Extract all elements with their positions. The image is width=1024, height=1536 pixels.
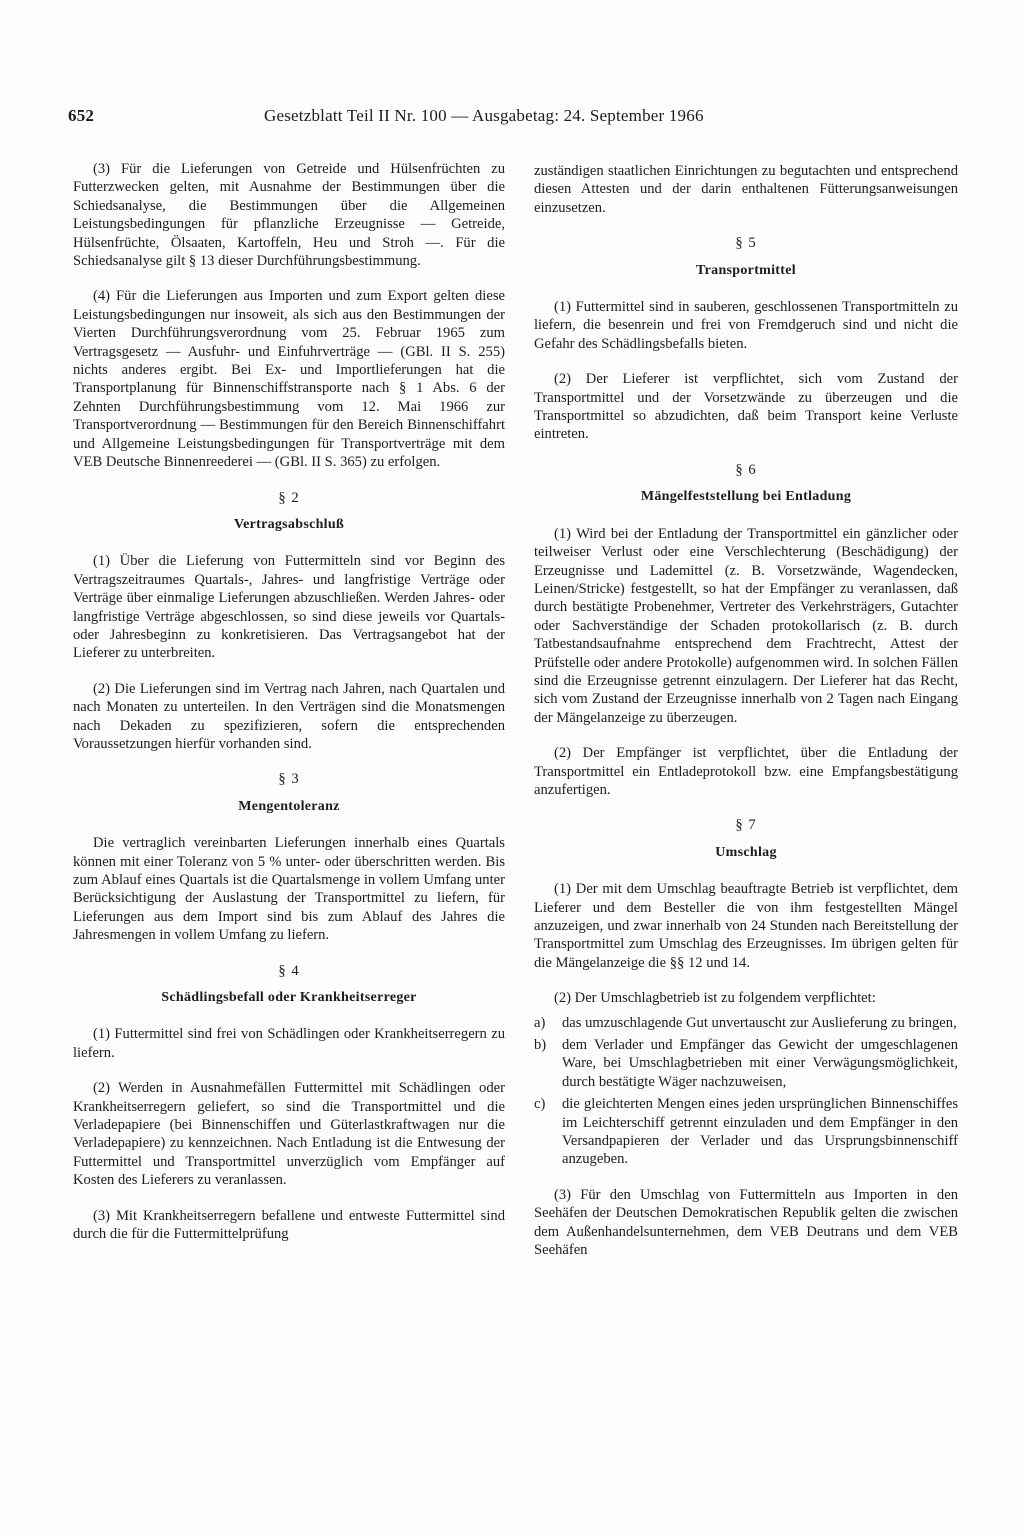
paragraph: (1) Futtermittel sind frei von Schädlingen oder Krankheitserregern zu liefern. xyxy=(73,1026,505,1061)
paragraph: (2) Der Empfänger ist verpflichtet, über die Entladung der Transportmittel ein Entladeprotokoll bzw. eine Empfangsbestätigung anzufertigen. xyxy=(534,745,958,798)
paragraph: (1) Über die Lieferung von Futtermitteln sind vor Beginn des Vertragszeitraumes Quartals-, Jahres- und langfristige Verträge oder Verträge über einmalige Lieferungen abzuschließen. Werden Jahres- oder langfristige Verträge abgeschlossen, so sind diese jeweils vor Quartals- oder Jahresbeginn zu konkretisieren. Das Vertragsangebot hat der Lieferer zu unterbreiten. xyxy=(73,553,505,662)
paragraph: (2) Werden in Ausnahmefällen Futtermittel mit Schädlingen oder Krankheitserregern geliefert, so sind die Transportmittel und die Verladepapiere (bei Binnenschiffen und Güterlastkraftwagen nur die Verladepapiere) zu kennzeichnen. Nach Entladung ist die Entwesung der Futtermittel und Transportmittel unverzüglich vom Empfänger auf Kosten des Lieferers zu veranlassen. xyxy=(73,1080,505,1189)
running-title: Gesetzblatt Teil II Nr. 100 — Ausgabetag: 24. September 1966 xyxy=(264,106,704,125)
section-title: Schädlingsbefall oder Krankheitserreger xyxy=(161,990,417,1006)
paragraph: Die vertraglich vereinbarten Lieferungen innerhalb eines Quartals können mit einer Toleranz von 5 % unter- oder überschritten werden. Bis zum Ablauf eines Quartals ist die Quartalsmenge in vollem Umfang unter Berücksichtigung der Auslastung der Transportmittel zu liefern, für Lieferungen aus dem Import sind bis zum Ablauf des Jahres die Jahresmengen in vollem Umfang zu liefern. xyxy=(73,835,505,944)
section-title: Mengentoleranz xyxy=(238,798,340,814)
page-number: 652 xyxy=(68,106,95,125)
paragraph: (1) Der mit dem Umschlag beauftragte Betrieb ist verpflichtet, dem Lieferer und dem Besteller die von ihm festgestellten Mängel anzuzeigen, und zwar innerhalb von 24 Stunden nach Bereitstellung der Transportmittel zum Umschlag des Erzeugnisses. Im übrigen gelten für die Mängelanzeige die §§ 12 und 14. xyxy=(534,881,958,971)
paragraph: (3) Mit Krankheitserregern befallene und entweste Futtermittel sind durch die für die Futtermittelprüfung xyxy=(73,1207,505,1243)
paragraph: (1) Futtermittel sind in sauberen, geschlossenen Transportmitteln zu liefern, die besenrein und frei von Fremdgeruch sind und nicht die Gefahr des Schädlingsbefalls bieten. xyxy=(534,299,958,352)
section-number: § 2 xyxy=(278,489,300,506)
section-number: § 5 xyxy=(735,235,757,252)
right-column xyxy=(534,162,958,1277)
paragraph: (2) Der Umschlagbetrieb ist zu folgendem verpflichtet: xyxy=(554,990,876,1007)
paragraph: (4) Für die Lieferungen aus Importen und zum Export gelten diese Leistungsbedingungen nur insoweit, als sich aus den Bestimmungen der Vierten Durchführungsverordnung vom 25. Februar 1965 zum Vertragsgesetz — Ausfuhr- und Einfuhrverträge — (GBl. II S. 255) nichts anderes ergibt. Bei Ex- und Importlieferungen hat die Transportplanung für Binnenschiffstransporte nach § 1 Abs. 6 der Zehnten Durchführungsbestimmung vom 12. Mai 1966 zur Transportverordnung — Bestimmungen für den Bereich Binnenschiffahrt und Allgemeine Leistungsbedingungen für Transportverträge mit dem VEB Deutsche Binnenreederei — (GBl. II S. 365) zu erfolgen. xyxy=(73,288,505,471)
list-item-label: c) xyxy=(534,1096,546,1113)
list-item-label: b) xyxy=(534,1037,547,1054)
section-title: Umschlag xyxy=(715,844,777,860)
list-item xyxy=(534,1014,958,1032)
paragraph: (2) Die Lieferungen sind im Vertrag nach Jahren, nach Quartalen und nach Monaten zu unterteilen. In den Verträgen sind die Monatsmengen nach Dekaden zu spezifizieren, sofern die entsprechenden Voraussetzungen hierfür vorhanden sind. xyxy=(73,680,505,752)
list-item xyxy=(534,1036,958,1091)
list-item-text: das umzuschlagende Gut unvertauscht zur Auslieferung zu bringen, xyxy=(562,1014,957,1031)
running-header xyxy=(68,106,788,130)
list-item-label: a) xyxy=(534,1014,546,1031)
left-column xyxy=(73,160,505,1261)
section-number: § 7 xyxy=(735,817,757,834)
list-item-text: die gleichterten Mengen eines jeden ursprünglichen Binnenschiffes im Leichterschiff getrennt einzuladen und dem Empfänger in den Versandpapieren der Verlader und das Ursprungsbinnenschiff anzugeben. xyxy=(562,1096,958,1168)
list-item xyxy=(534,1095,958,1169)
paragraph: zuständigen staatlichen Einrichtungen zu begutachten und entsprechend diesen Attesten und der darin enthaltenen Fütterungsanweisungen einzusetzen. xyxy=(534,163,958,216)
paragraph: (2) Der Lieferer ist verpflichtet, sich vom Zustand der Transportmittel und der Vorsetzwände zu überzeugen und die Transportmittel so abzudichten, daß beim Transport keine Verluste eintreten. xyxy=(534,371,958,443)
section-number: § 4 xyxy=(278,962,300,979)
section-title: Vertragsabschluß xyxy=(233,516,345,532)
list-item-text: dem Verlader und Empfänger das Gewicht der umgeschlagenen Ware, bei Umschlagbetrieben mit einer Verwägungsmöglichkeit, durch bestätigte Wäger nachzuweisen, xyxy=(562,1037,958,1090)
section-number: § 6 xyxy=(735,461,757,478)
section-title: Mängelfeststellung bei Entladung xyxy=(640,489,852,505)
section-title: Transportmittel xyxy=(696,262,796,278)
section-number: § 3 xyxy=(278,771,300,788)
paragraph: (3) Für die Lieferungen von Getreide und Hülsenfrüchten zu Futterzwecken gelten, mit Ausnahme der Bestimmungen über die Schiedsanalyse, die Bestimmungen über die Allgemeinen Leistungsbedingungen für pflanzliche Erzeugnisse — Getreide, Hülsenfrüchte, Ölsaaten, Kartoffeln, Heu und Stroh —. Für die Schiedsanalyse gilt § 13 dieser Durchführungsbestimmung. xyxy=(73,161,505,270)
paragraph: (3) Für den Umschlag von Futtermitteln aus Importen in den Seehäfen der Deutschen Demokratischen Republik gelten die zwischen dem Außenhandelsunternehmen, dem VEB Deutrans und dem VEB Seehäfen xyxy=(534,1186,958,1259)
paragraph: (1) Wird bei der Entladung der Transportmittel ein gänzlicher oder teilweiser Verlust oder eine Verschlechterung (Beschädigung) der Erzeugnisse und Lademittel (z. B. Vorsetzwände, Wagendecken, Leinen/Stricke) festgestellt, so hat der Empfänger zu veranlassen, daß durch bestätigte Probenehmer, Vertreter des Verkehrsträgers, Gutachter oder Sachverständige der Schaden protokollarisch (z. B. durch Tatbestandsaufnahme entsprechend dem Frachtrecht, Attest der Prüfstelle oder andere Protokolle) aufgenommen wird. In solchen Fällen sind die Erzeugnisse getrennt einzulagern. Der Lieferer hat das Recht, sich vom Zustand der Erzeugnisse innerhalb von 2 Tagen nach Eingang der Mängelanzeige zu überzeugen. xyxy=(534,525,958,726)
